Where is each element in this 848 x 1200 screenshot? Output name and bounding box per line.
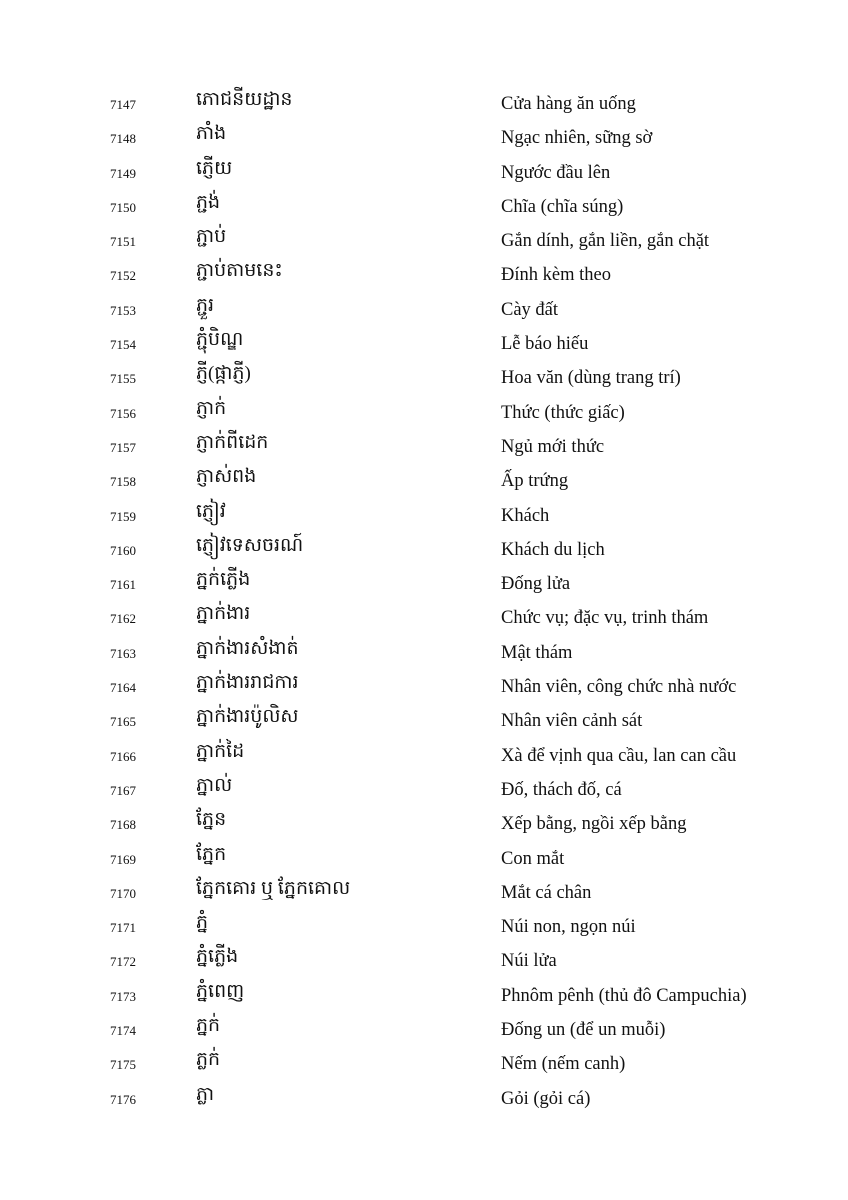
khmer-word: ភោជនីយដ្ឋាន <box>196 89 293 110</box>
entry-number: 7151 <box>110 234 136 250</box>
entry-number: 7163 <box>110 645 136 661</box>
vietnamese-translation: Núi non, ngọn núi <box>501 917 636 938</box>
vietnamese-translation: Núi lửa <box>501 951 557 972</box>
dictionary-entry <box>0 86 848 120</box>
khmer-word: ភ្នាក់ងាររាជការ <box>196 672 299 694</box>
dictionary-entry <box>0 189 848 223</box>
vietnamese-translation: Ngước đầu lên <box>501 162 611 183</box>
entry-number: 7161 <box>110 577 136 593</box>
entry-number: 7176 <box>110 1091 136 1107</box>
entry-number: 7152 <box>110 268 136 284</box>
khmer-word: ភ្ញៀវទេសចរណ៍ <box>196 534 304 556</box>
entry-number: 7155 <box>110 371 136 387</box>
entry-number: 7150 <box>110 199 136 215</box>
khmer-word: ភ្នាល់ <box>196 774 233 796</box>
entry-number: 7148 <box>110 131 136 147</box>
vietnamese-translation: Con mắt <box>501 848 565 869</box>
khmer-word: ភ្នាក់ងារសំងាត់ <box>196 637 299 659</box>
dictionary-entry <box>0 429 848 463</box>
vietnamese-translation: Nếm (nếm canh) <box>501 1054 626 1075</box>
vietnamese-translation: Hoa văn (dùng trang trí) <box>501 368 681 389</box>
vietnamese-translation: Ngạc nhiên, sững sờ <box>501 128 653 149</box>
entry-number: 7164 <box>110 680 136 696</box>
dictionary-entry <box>0 326 848 360</box>
khmer-word: ភាំង <box>196 123 227 145</box>
dictionary-entry <box>0 841 848 875</box>
vietnamese-translation: Chĩa (chĩa súng) <box>501 196 624 217</box>
dictionary-entry <box>0 395 848 429</box>
entry-number: 7173 <box>110 988 136 1004</box>
vietnamese-translation: Gỏi (gỏi cá) <box>501 1088 591 1109</box>
dictionary-entry <box>0 120 848 154</box>
khmer-word: ភ្ជុំបិណ្ឌ <box>196 329 244 351</box>
dictionary-entry <box>0 1046 848 1080</box>
vietnamese-translation: Khách du lịch <box>501 539 605 560</box>
entry-number: 7157 <box>110 439 136 455</box>
vietnamese-translation: Mắt cá chân <box>501 882 592 903</box>
vietnamese-translation: Khách <box>501 505 550 526</box>
entry-number: 7175 <box>110 1057 136 1073</box>
entry-number: 7158 <box>110 474 136 490</box>
khmer-word: ភ្នក់ភ្លើង <box>196 569 251 591</box>
vietnamese-translation: Xà để vịnh qua cầu, lan can cầu <box>501 745 737 766</box>
vietnamese-translation: Ngủ mới thức <box>501 436 605 457</box>
entry-number: 7168 <box>110 817 136 833</box>
dictionary-entry <box>0 360 848 394</box>
dictionary-entry <box>0 600 848 634</box>
khmer-word: ភ្ញាក់ពីដេក <box>196 431 269 453</box>
khmer-word: ភ្នែក <box>196 843 227 865</box>
entry-number: 7159 <box>110 508 136 524</box>
khmer-word: ភ្ជួរ <box>196 294 215 316</box>
entry-number: 7162 <box>110 611 136 627</box>
entry-number: 7165 <box>110 714 136 730</box>
entry-number: 7167 <box>110 782 136 798</box>
entry-number: 7172 <box>110 954 136 970</box>
dictionary-entry <box>0 498 848 532</box>
vietnamese-translation: Gắn dính, gắn liền, gắn chặt <box>501 231 710 252</box>
entry-number: 7149 <box>110 165 136 181</box>
khmer-word: ភ្ញើយ <box>196 157 233 179</box>
vietnamese-translation: Lễ báo hiếu <box>501 334 589 355</box>
entry-number: 7156 <box>110 405 136 421</box>
dictionary-entry <box>0 566 848 600</box>
entry-number: 7170 <box>110 885 136 901</box>
dictionary-entry <box>0 1081 848 1115</box>
dictionary-entry <box>0 635 848 669</box>
khmer-word: ភ្នែកគោរ ឬ ភ្នែកគោល <box>196 877 351 899</box>
khmer-word: ភ្ញាស់ពង <box>196 466 257 488</box>
khmer-word: ភ្នាក់ដៃ <box>196 740 245 762</box>
dictionary-entry <box>0 669 848 703</box>
khmer-word: ភ្ជាប់ <box>196 226 227 248</box>
khmer-word: ភ្នាក់ងារ <box>196 603 251 625</box>
vietnamese-translation: Đống un (để un muỗi) <box>501 1020 666 1041</box>
entry-number: 7154 <box>110 337 136 353</box>
dictionary-entry <box>0 703 848 737</box>
khmer-word: ភ្នែន <box>196 809 227 831</box>
khmer-word: ភ្នំភ្លើង <box>196 946 239 968</box>
vietnamese-translation: Đống lửa <box>501 574 571 595</box>
dictionary-entry <box>0 909 848 943</box>
dictionary-entry <box>0 978 848 1012</box>
vietnamese-translation: Đố, thách đố, cá <box>501 779 622 800</box>
khmer-word: ភ្ញៀវ <box>196 500 226 522</box>
khmer-word: ភ្លា <box>196 1083 215 1105</box>
khmer-word: ភ្នំ <box>196 912 209 934</box>
khmer-word: ភ្លក់ <box>196 1049 221 1071</box>
entry-number: 7174 <box>110 1023 136 1039</box>
dictionary-entry <box>0 1012 848 1046</box>
entry-number: 7171 <box>110 920 136 936</box>
dictionary-entry <box>0 532 848 566</box>
khmer-word: ភ្នំពេញ <box>196 980 245 1002</box>
entry-number: 7160 <box>110 542 136 558</box>
vietnamese-translation: Mật thám <box>501 642 573 663</box>
khmer-word: ភ្នក់ <box>196 1015 221 1037</box>
khmer-word: ភ្ជាប់តាមនេះ <box>196 260 283 282</box>
khmer-word: ភ្ញាក់ <box>196 397 227 419</box>
dictionary-entry <box>0 943 848 977</box>
dictionary-entry <box>0 738 848 772</box>
vietnamese-translation: Đính kèm theo <box>501 265 611 286</box>
vietnamese-translation: Xếp bằng, ngồi xếp bằng <box>501 814 687 835</box>
khmer-word: ភ្នាក់ងារប៉ូលិស <box>196 706 299 728</box>
vietnamese-translation: Thức (thức giấc) <box>501 402 625 423</box>
khmer-word: ភ្ញី(ផ្កាភ្ញី) <box>196 363 251 385</box>
dictionary-entry <box>0 155 848 189</box>
dictionary-entry <box>0 875 848 909</box>
vietnamese-translation: Cày đất <box>501 299 559 320</box>
dictionary-entry <box>0 292 848 326</box>
vietnamese-translation: Nhân viên cảnh sát <box>501 711 643 732</box>
entry-number: 7147 <box>110 97 136 112</box>
dictionary-entry <box>0 223 848 257</box>
dictionary-entry <box>0 772 848 806</box>
dictionary-entry <box>0 806 848 840</box>
vietnamese-translation: Phnôm pênh (thủ đô Campuchia) <box>501 985 747 1006</box>
entry-number: 7153 <box>110 302 136 318</box>
dictionary-entry <box>0 463 848 497</box>
entry-number: 7166 <box>110 748 136 764</box>
vietnamese-translation: Ấp trứng <box>501 471 569 492</box>
entry-number: 7169 <box>110 851 136 867</box>
khmer-word: ភ្ជង់ <box>196 191 221 213</box>
vietnamese-translation: Chức vụ; đặc vụ, trinh thám <box>501 608 709 629</box>
dictionary-list <box>0 86 848 1115</box>
dictionary-entry <box>0 257 848 291</box>
vietnamese-translation: Nhân viên, công chức nhà nước <box>501 677 737 698</box>
vietnamese-translation: Cửa hàng ăn uống <box>501 94 636 114</box>
